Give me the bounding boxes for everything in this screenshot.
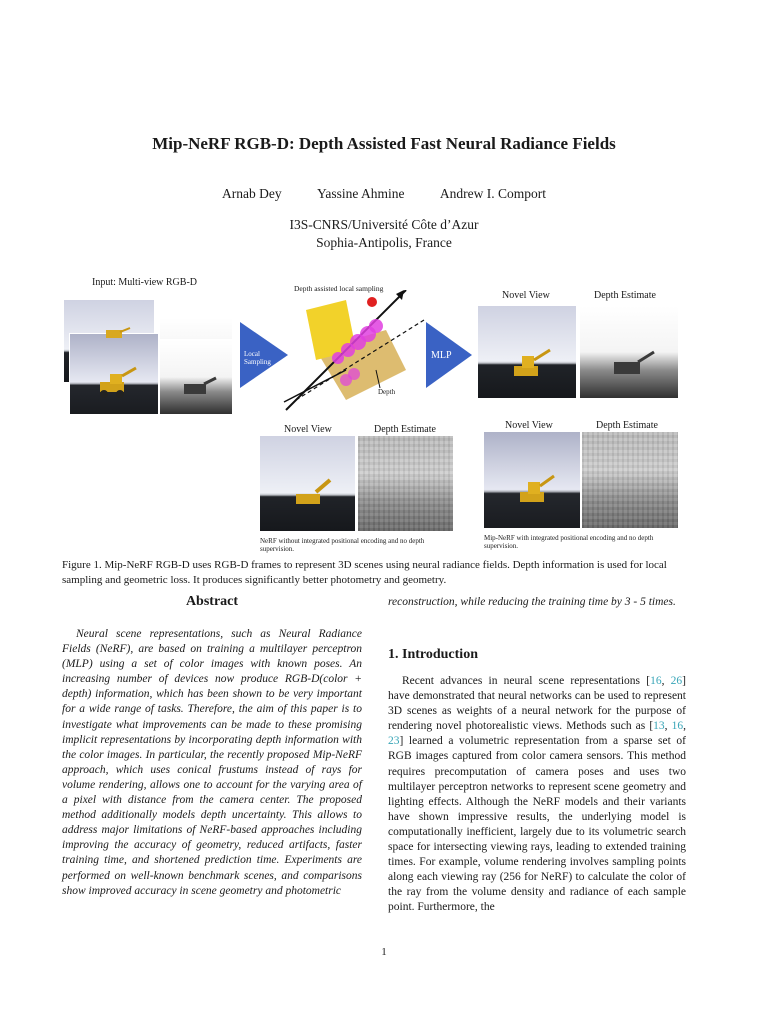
abstract-continuation: reconstruction, while reducing the training time by 3 - 5 times. bbox=[388, 596, 676, 608]
introduction-heading: 1. Introduction bbox=[388, 647, 478, 662]
intro-text: , bbox=[664, 720, 672, 733]
loader-silhouette-icon bbox=[160, 340, 232, 414]
citation-link[interactable]: 16 bbox=[650, 675, 662, 687]
affiliation-line: I3S-CNRS/Université Côte d’Azur bbox=[289, 217, 479, 232]
top-novel-view-image bbox=[478, 306, 576, 398]
author-name: Andrew I. Comport bbox=[439, 186, 546, 201]
nerf-novel-view-image bbox=[260, 436, 355, 531]
top-novel-view-label: Novel View bbox=[502, 290, 550, 301]
mip-caption: Mip-NeRF with integrated positional encoding and no depth supervision. bbox=[484, 534, 654, 550]
intro-text: , bbox=[661, 675, 671, 687]
mip-depth-estimate-image bbox=[582, 432, 678, 528]
mlp-label: MLP bbox=[431, 350, 452, 361]
loader-icon bbox=[70, 334, 158, 414]
abstract-body: Neural scene representations, such as Neural Radiance Fields (NeRF), are based on training a multilayer perceptron (MLP) using a set of color images with known poses. An increasing number of devices now produce RGB-D(color + depth) information, which has been shown to be very important for a wide range of tasks. Therefore, the aim of this paper is to investigate what improvements can be made to these promising implicit representations by incorporating depth information with the color images. In particular, the recently proposed Mip-NeRF approach, which uses conical frustums instead of rays for volume rendering, allows one to account for the varying area of a pixel with distance from the camera center. The proposed method additionally models depth uncertainty. This allows to address major limitations of NeRF-based approaches including improving the accuracy of geometry, reduced artifacts, faster training time, and shortened prediction time. Experiments are performed on well-known benchmark scenes, and comparisons show improved accuracy in scene geometry and photometric bbox=[62, 628, 362, 897]
depth-sampling-illustration bbox=[276, 290, 426, 420]
intro-text: Recent advances in neural scene representations [ bbox=[402, 675, 651, 687]
citation-link[interactable]: 16 bbox=[671, 720, 684, 733]
loader-icon bbox=[478, 306, 576, 398]
figure-caption: Figure 1. Mip-NeRF RGB-D uses RGB-D frames to represent 3D scenes using neural radiance fields. Depth information is used for local sampling and geometric loss. It produces significantly better photometry and geometry. bbox=[62, 559, 667, 586]
mip-novel-view-label: Novel View bbox=[505, 420, 553, 431]
local-sampling-label: Local Sampling bbox=[244, 350, 271, 366]
input-depth-image-front bbox=[160, 340, 232, 414]
nerf-novel-view-label: Novel View bbox=[284, 424, 332, 435]
introduction-body bbox=[388, 674, 686, 916]
loader-icon bbox=[260, 436, 355, 531]
input-rgb-image-front bbox=[70, 334, 158, 414]
nerf-depth-estimate-label: Depth Estimate bbox=[374, 424, 436, 435]
citation-link[interactable]: 13 bbox=[653, 720, 665, 733]
abstract-heading: Abstract bbox=[185, 594, 239, 609]
loader-icon bbox=[484, 432, 580, 528]
input-label: Input: Multi-view RGB-D bbox=[92, 277, 197, 288]
nerf-depth-estimate-image bbox=[358, 436, 453, 531]
citation-link[interactable]: 26 bbox=[670, 675, 683, 687]
mip-novel-view-image bbox=[484, 432, 580, 528]
page-number: 1 bbox=[381, 946, 387, 958]
mip-depth-estimate-label: Depth Estimate bbox=[596, 420, 658, 431]
intro-text: , bbox=[683, 720, 686, 733]
affiliation-line: Sophia-Antipolis, France bbox=[316, 235, 452, 250]
top-depth-estimate-image bbox=[580, 306, 678, 398]
author-name: Yassine Ahmine bbox=[316, 186, 405, 201]
loader-icon bbox=[100, 326, 132, 340]
loader-silhouette-icon bbox=[580, 306, 678, 398]
citation-link[interactable]: 23 bbox=[388, 735, 400, 748]
intro-text: ] have demonstrated that neural networks can be used to represent 3D scenes as weights of a neural network for the purpose of rendering novel photorealistic views. Methods such as [ bbox=[388, 675, 687, 733]
paper-title: Mip-NeRF RGB-D: Depth Assisted Fast Neural Radiance Fields bbox=[152, 134, 616, 153]
depth-label: Depth bbox=[378, 388, 396, 396]
intro-text: ] learned a volumetric representation from a sparse set of RGB images captured from color camera sensors. This method requires precomputation of camera poses and uses two multilayer perceptron networks to represent scene geometry and lighting effects. Although the NeRF models and their variants have shown impressive results, the underlying model is computationally inefficient, largely due to its volumetric search space for intersecting viewing rays, leading to extended training times. For example, volume rendering involves sampling points along each viewing ray (256 for NeRF) to calculate the color of the ray from the volume density and radiance of each sample point. Furthermore, the bbox=[388, 735, 686, 914]
sampling-label: Depth assisted local sampling bbox=[294, 284, 384, 293]
top-depth-estimate-label: Depth Estimate bbox=[594, 290, 656, 301]
author-name: Arnab Dey bbox=[222, 186, 282, 201]
nerf-caption: NeRF without integrated positional encoding and no depth supervision. bbox=[260, 537, 425, 553]
